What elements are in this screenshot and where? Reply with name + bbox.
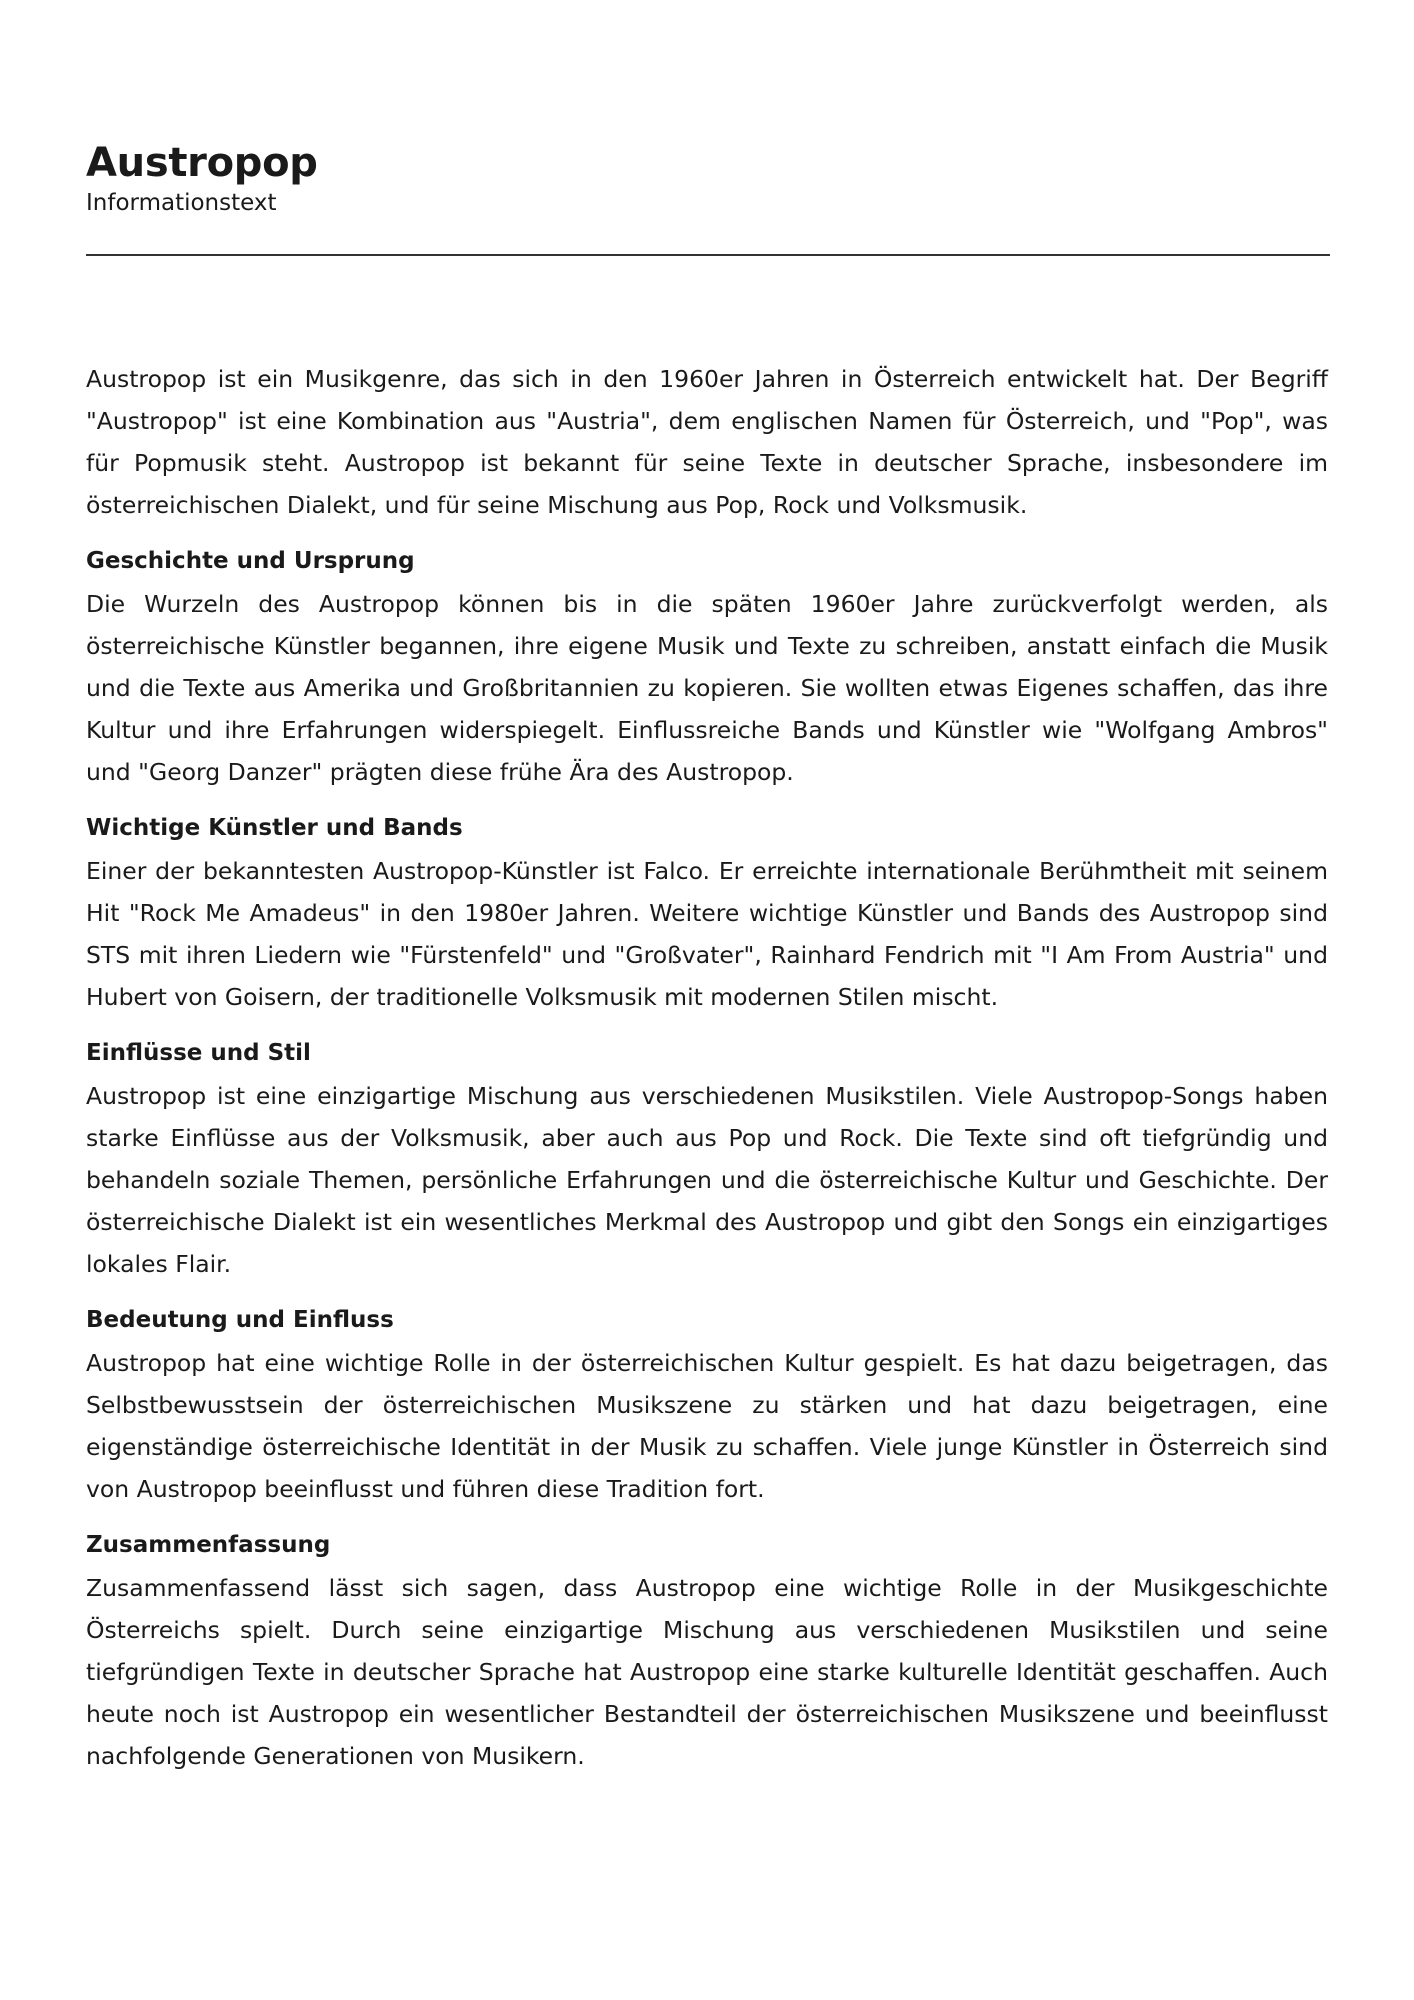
section-heading-zusammenfassung: Zusammenfassung (86, 1532, 331, 1558)
section-heading-bedeutung: Bedeutung und Einfluss (86, 1307, 394, 1333)
document-body (86, 358, 1328, 1777)
document-page (86, 0, 1328, 1777)
section-text-kuenstler: Einer der bekanntesten Austropop-Künstler ist Falco. Er erreichte internationale Berühmtheit mit seinem Hit "Rock Me Amadeus" in den 1980er Jahren. Weitere wichtige Künstler und Bands des Austropop sind STS mit ihren Liedern wie "Fürstenfeld" und "Großvater", Rainhard Fendrich mit "I Am From Austria" und Hubert von Goisern, der traditionelle Volksmusik mit modernen Stilen mischt. (86, 857, 1328, 1011)
page-title: Austropop (86, 140, 318, 186)
page-subtitle: Informationstext (86, 190, 277, 216)
section-text-einfluesse: Austropop ist eine einzigartige Mischung aus verschiedenen Musikstilen. Viele Austropop-Songs haben starke Einflüsse aus der Volksmusik, aber auch aus Pop und Rock. Die Texte sind oft tiefgründig und behandeln soziale Themen, persönliche Erfahrungen und die österreichische Kultur und Geschichte. Der österreichische Dialekt ist ein wesentliches Merkmal des Austropop und gibt den Songs ein einzigartiges lokales Flair. (86, 1082, 1328, 1278)
section-heading-kuenstler: Wichtige Künstler und Bands (86, 815, 463, 841)
section-heading-einfluesse: Einflüsse und Stil (86, 1040, 311, 1066)
section-text-geschichte: Die Wurzeln des Austropop können bis in die späten 1960er Jahre zurückverfolgt werden, als österreichische Künstler begannen, ihre eigene Musik und Texte zu schreiben, anstatt einfach die Musik und die Texte aus Amerika und Großbritannien zu kopieren. Sie wollten etwas Eigenes schaffen, das ihre Kultur und ihre Erfahrungen widerspiegelt. Einflussreiche Bands und Künstler wie "Wolfgang Ambros" und "Georg Danzer" prägten diese frühe Ära des Austropop. (86, 590, 1328, 786)
intro-paragraph: Austropop ist ein Musikgenre, das sich in den 1960er Jahren in Österreich entwickelt hat. Der Begriff "Austropop" ist eine Kombination aus "Austria", dem englischen Namen für Österreich, und "Pop", was für Popmusik steht. Austropop ist bekannt für seine Texte in deutscher Sprache, insbesondere im österreichischen Dialekt, und für seine Mischung aus Pop, Rock und Volksmusik. (86, 365, 1328, 519)
section-heading-geschichte: Geschichte und Ursprung (86, 548, 415, 574)
header-divider (86, 254, 1330, 256)
section-text-zusammenfassung: Zusammenfassend lässt sich sagen, dass Austropop eine wichtige Rolle in der Musikgeschichte Österreichs spielt. Durch seine einzigartige Mischung aus verschiedenen Musikstilen und seine tiefgründigen Texte in deutscher Sprache hat Austropop eine starke kulturelle Identität geschaffen. Auch heute noch ist Austropop ein wesentlicher Bestandteil der österreichischen Musikszene und beeinflusst nachfolgende Generationen von Musikern. (86, 1574, 1328, 1770)
section-text-bedeutung: Austropop hat eine wichtige Rolle in der österreichischen Kultur gespielt. Es hat dazu beigetragen, das Selbstbewusstsein der österreichischen Musikszene zu stärken und hat dazu beigetragen, eine eigenständige österreichische Identität in der Musik zu schaffen. Viele junge Künstler in Österreich sind von Austropop beeinflusst und führen diese Tradition fort. (86, 1349, 1328, 1503)
